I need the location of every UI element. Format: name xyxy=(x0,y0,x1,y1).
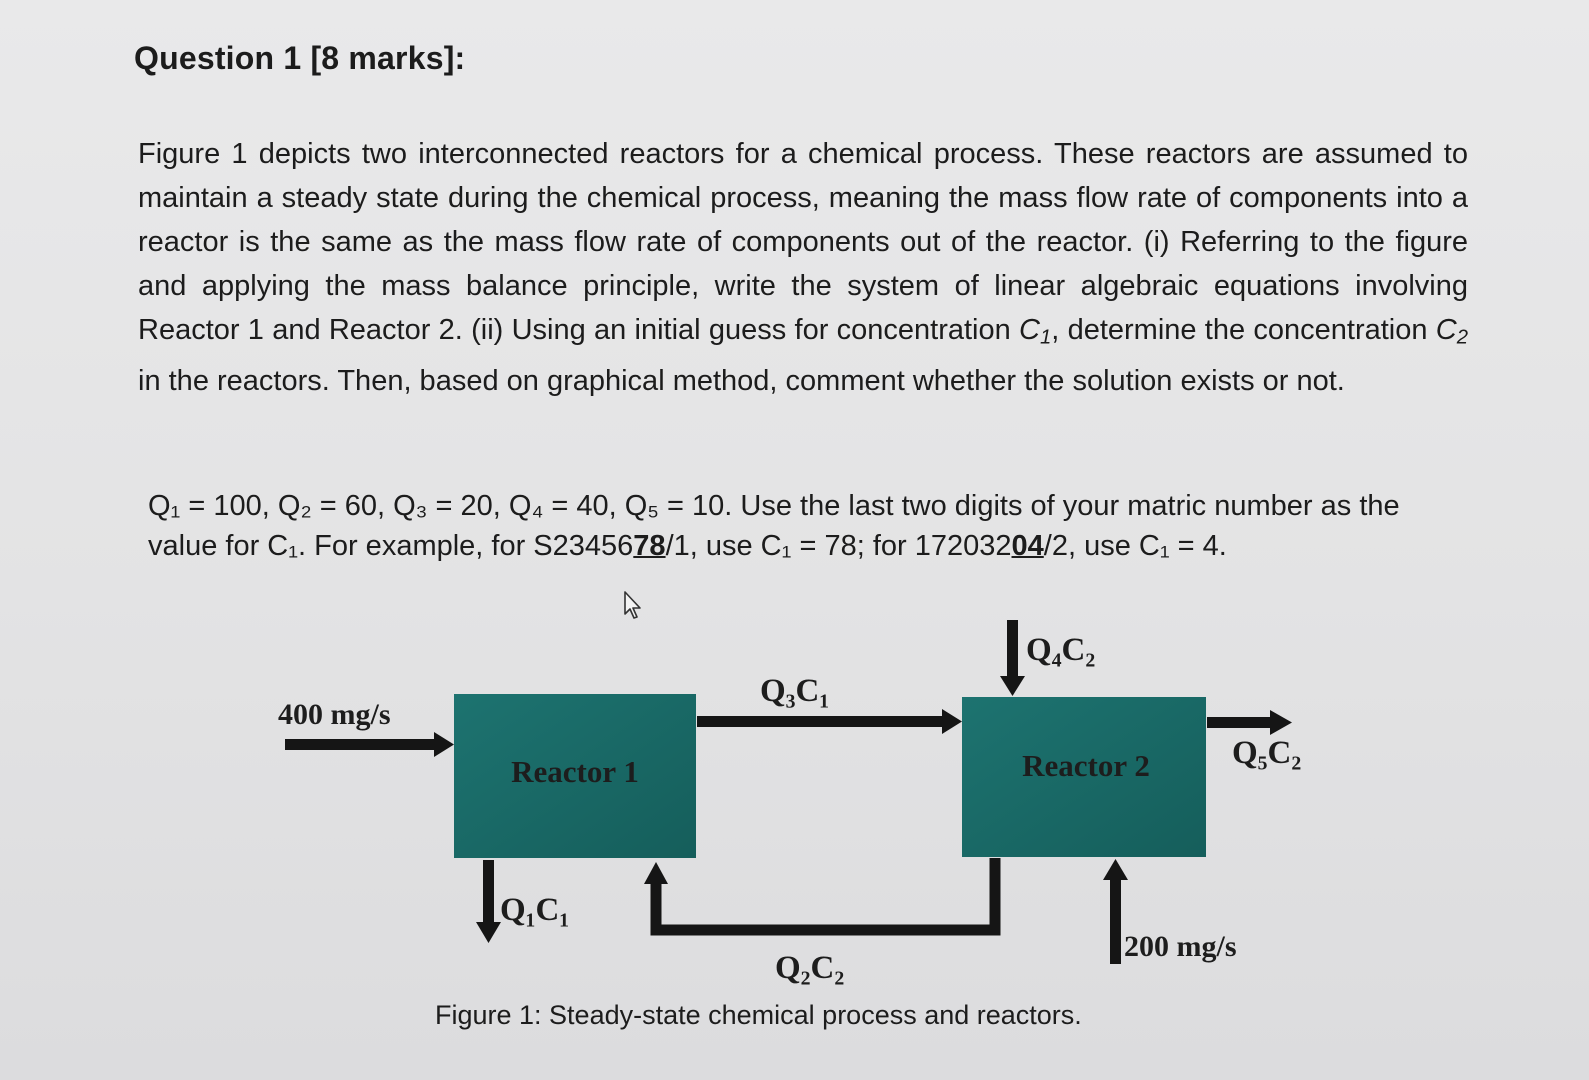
q5c2-arrow-head xyxy=(1270,710,1292,735)
c1-symbol: $C_1$ xyxy=(1019,314,1052,349)
inflow-1-arrow-head xyxy=(434,732,454,757)
paragraph-part-1: Figure 1 depicts two interconnected reactors for a chemical process. These reactors are assumed to maintain a steady state during the chemical process, meaning the mass flow rate of components into a reactor is the same as the mass flow rate of components out of the reactor. (i) Referring to the figure and applying the mass balance principle, write the system of linear algebraic equations involving Reactor 1 and Reactor 2. (ii) Using an initial guess for concentration xyxy=(138,138,1468,346)
example-digits-2: 04 xyxy=(1011,530,1044,562)
q2c2-label: Q₂C₂ xyxy=(775,950,845,986)
question-paragraph xyxy=(138,132,1468,403)
question-heading: Question 1 [8 marks]: xyxy=(134,40,466,76)
inflow-2-arrow-shaft xyxy=(1110,878,1121,964)
inflow-2-label: 200 mg/s xyxy=(1124,930,1237,963)
q5c2-arrow-shaft xyxy=(1207,717,1273,728)
q3c1-arrow-head xyxy=(942,709,962,734)
given-values xyxy=(148,486,1458,566)
c2-symbol: $C_2$ xyxy=(1435,314,1468,349)
flow-values: Q₁ = 100, Q₂ = 60, Q₃ = 20, Q₄ = 40, Q₅ = 10. xyxy=(148,490,733,522)
q3c1-arrow-shaft xyxy=(697,716,945,727)
paragraph-part-3: in the reactors. Then, based on graphical method, comment whether the solution exists or not. xyxy=(138,365,1345,398)
q4c2-arrow-shaft xyxy=(1007,620,1018,678)
reactor-2-label: Reactor 2 xyxy=(1022,748,1150,783)
example-digits-1: 78 xyxy=(633,530,666,562)
reactor-diagram xyxy=(270,600,1370,1000)
q1c1-arrow-shaft xyxy=(483,860,494,924)
q5c2-label: Q₅C₂ xyxy=(1232,735,1302,771)
q2c2-arrow-head xyxy=(644,862,668,884)
inflow-1-arrow-shaft xyxy=(285,739,437,750)
inflow-2-arrow-head xyxy=(1103,859,1128,880)
figure-caption: Figure 1: Steady-state chemical process and reactors. xyxy=(435,1000,1082,1030)
q1c1-label: Q₁C₁ xyxy=(500,892,570,928)
paragraph-part-2: , determine the concentration xyxy=(1051,314,1436,346)
matric-instruction: Use the last two digits of your matric number as the value for C₁. For example, for S23456 xyxy=(148,490,1400,562)
q1c1-arrow-head xyxy=(476,922,501,943)
q4c2-arrow-head xyxy=(1000,676,1025,696)
example-text-1: /1, use C₁ = 78; for 172032 xyxy=(665,530,1012,562)
inflow-1-label: 400 mg/s xyxy=(278,698,391,731)
q2c2-recycle-line xyxy=(656,858,995,930)
q4c2-label: Q₄C₂ xyxy=(1026,632,1096,668)
reactor-1-label: Reactor 1 xyxy=(511,754,639,789)
q3c1-label: Q₃C₁ xyxy=(760,673,830,709)
example-text-2: /2, use C₁ = 4. xyxy=(1043,530,1227,562)
